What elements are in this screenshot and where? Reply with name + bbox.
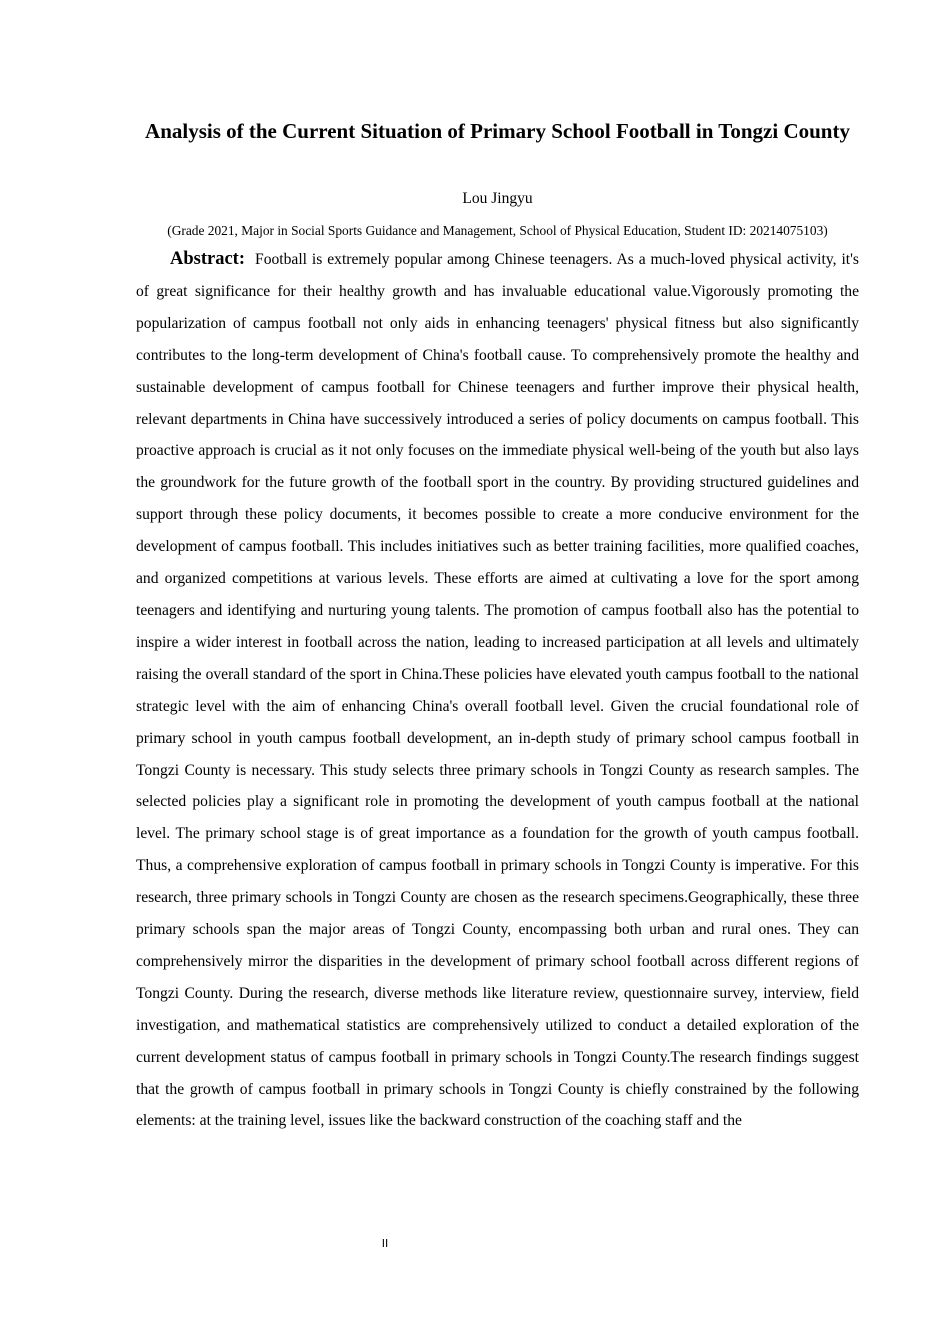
author-affiliation: (Grade 2021, Major in Social Sports Guidance and Management, School of Physical Education, Student ID: 20214075103) xyxy=(167,223,828,238)
paper-title: Analysis of the Current Situation of Primary School Football in Tongzi County xyxy=(145,119,850,143)
abstract-label: Abstract: xyxy=(170,249,246,269)
author-name: Lou Jingyu xyxy=(462,190,533,207)
abstract-text: Football is extremely popular among Chinese teenagers. As a much-loved physical activity, it's of great significance for their healthy growth and has invaluable educational value.Vigorously promoting the popularization of campus football not only aids in enhancing teenagers' physical fitness but also significantly contributes to the long-term development of China's football cause. To comprehensively promote the healthy and sustainable development of campus football for Chinese teenagers and further improve their physical health, relevant departments in China have successively introduced a series of policy documents on campus football. This proactive approach is crucial as it not only focuses on the immediate physical well-being of the youth but also lays the groundwork for the future growth of the football sport in the country. By providing structured guidelines and support through these policy documents, it becomes possible to create a more conducive environment for the development of campus football. This includes initiatives such as better training facilities, more qualified coaches, and organized competitions at various levels. These efforts are aimed at cultivating a love for the sport among teenagers and identifying and nurturing young talents. The promotion of campus football also has the potential to inspire a wider interest in football across the nation, leading to increased participation at all levels and ultimately raising the overall standard of the sport in China.These policies have elevated youth campus football to the national strategic level with the aim of enhancing China's overall football level. Given the crucial foundational role of primary school in youth campus football development, an in-depth study of primary school campus football in Tongzi County is necessary. This study selects three primary schools in Tongzi County as research samples. The selected policies play a significant role in promoting the development of youth campus football at the national level. The primary school stage is of great importance as a foundation for the growth of youth campus football. Thus, a comprehensive exploration of campus football in primary schools in Tongzi County is imperative. For this research, three primary schools in Tongzi County are chosen as the research specimens.Geographically, these three primary schools span the major areas of Tongzi County, encompassing both urban and rural ones. They can comprehensively mirror the disparities in the development of primary school football across different regions of Tongzi County. During the research, diverse methods like literature review, questionnaire survey, interview, field investigation, and mathematical statistics are comprehensively utilized to conduct a detailed exploration of the current development status of campus football in primary schools in Tongzi County.The research findings suggest that the growth of campus football in primary schools in Tongzi County is chiefly constrained by the following elements: at the training level, issues like the backward construction of the coaching staff and the xyxy=(136,251,859,1130)
abstract-paragraph xyxy=(136,244,859,1137)
page-number: II xyxy=(381,1237,389,1250)
